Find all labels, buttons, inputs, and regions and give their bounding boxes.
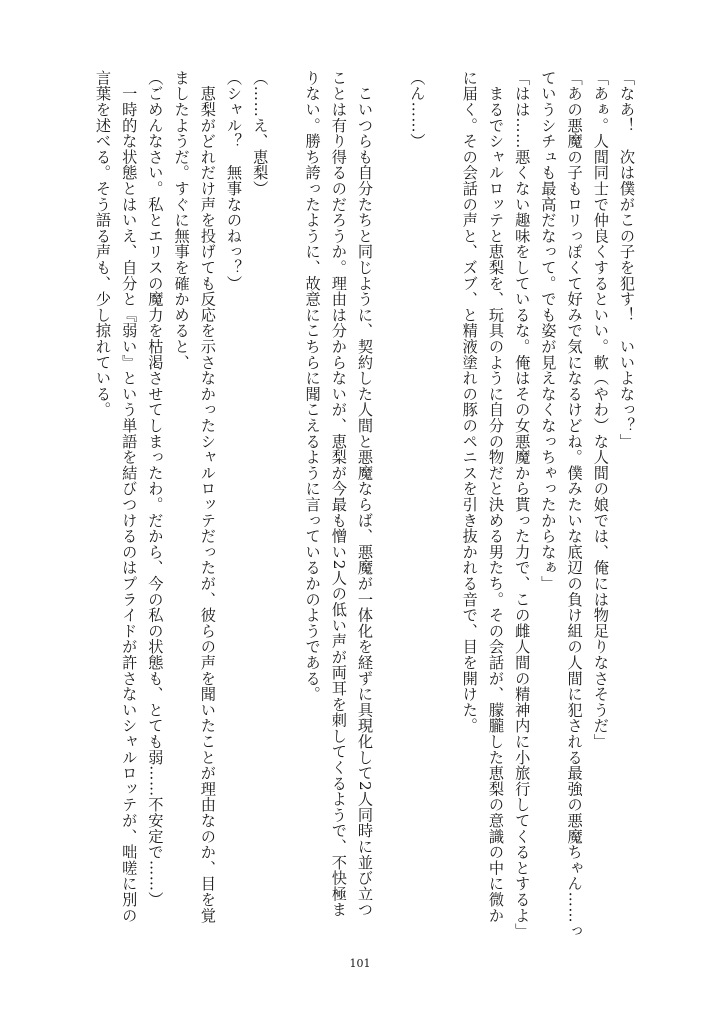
text-line: りない。勝ち誇ったように、故意にこちらに聞こえるように言っているかのようである。 <box>303 70 322 702</box>
vertical-text-body <box>65 70 640 950</box>
text-line: 「あぁ。人間同士で仲良くするといい。軟（やわ）な人間の娘では、俺には物足りなさそうだ」 <box>591 70 610 750</box>
text-line: ていうシチュも最高だなって。でも姿が見えなくなっちゃったからなぁ」 <box>539 70 558 592</box>
blank-line <box>430 70 456 950</box>
text-line: こいつらも自分たちと同じように、契約した人間と悪魔ならば、悪魔が一体化を経ずに具現化して2人同時に並び立つ <box>356 70 374 918</box>
text-line: 言葉を述べる。そう語る声も、少し掠れている。 <box>93 70 112 418</box>
text-line: 「はは……悪くない趣味をしているな。俺はその女悪魔から貰った力で、この雌人間の精神内に小旅行してくるとするよ」 <box>513 70 532 939</box>
page-number: 101 <box>349 957 371 970</box>
text-line: 「あの悪魔の子もロリっぽくて好みで気になるけどね。僕みたいな底辺の負け組の人間に犯される最強の悪魔ちゃん……っ <box>565 70 584 939</box>
text-line: ことは有り得るのだろうか。理由は分からないが、恵梨が今最も憎い2人の低い声が両耳を刺してくるようで、不快極ま <box>329 70 348 918</box>
text-line: 恵梨がどれだけ声を投げても反応を示さなかったシャルロッテだったが、彼らの声を聞いたことが理由なのか、目を覚 <box>198 70 217 924</box>
blank-line <box>273 70 299 950</box>
text-line: （シャル？ 無事なのねっ？） <box>225 70 243 292</box>
blank-line <box>378 70 404 950</box>
text-line: まるでシャルロッテと恵梨を、玩具のように自分の物だと決める男たち。その会話が、朦朧した恵梨の意識の中に微か <box>486 70 505 924</box>
text-line: （ごめんなさい。私とエリスの魔力を枯渇させてしまったわ。だから、今の私の状態も、とても弱……不安定で……） <box>146 70 165 908</box>
text-line: 一時的な状態とはいえ、自分と『弱い』という単語を結びつけるのはプライドが許さないシャルロッテが、咄嗟に別の <box>120 70 139 924</box>
text-line: 「なあ！ 次は僕がこの子を犯す！ いいよなっ？」 <box>618 70 636 450</box>
text-line: ましたようだ。すぐに無事を確かめると、 <box>172 70 191 371</box>
text-line: （ん……） <box>408 70 427 149</box>
text-line: に届く。その会話の声と、ズブ、と精液塗れの豚のペニスを引き抜かれる音で、目を開けた。 <box>460 70 479 734</box>
text-line: （……え、恵梨） <box>251 70 270 197</box>
